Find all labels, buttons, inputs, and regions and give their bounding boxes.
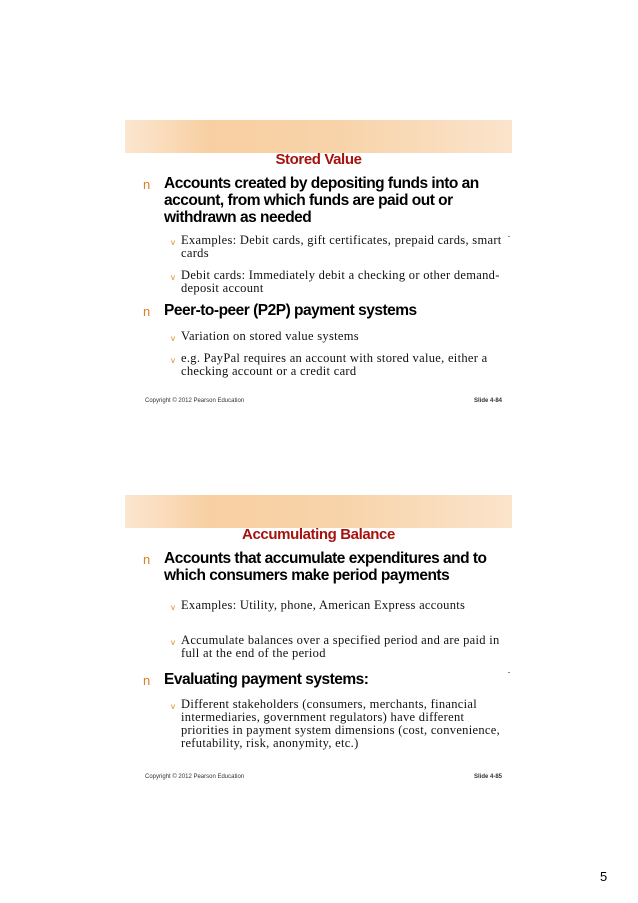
sub-bullet-marker-icon: v bbox=[171, 603, 176, 612]
bullet-text: Accounts that accumulate expenditures and to which consumers make period payments bbox=[164, 550, 487, 584]
sub-bullet-item bbox=[171, 634, 502, 660]
copyright-footer: Copyright © 2012 Pearson Education bbox=[145, 398, 245, 404]
sub-bullet-marker-icon: v bbox=[171, 334, 176, 343]
slide-title: Stored Value bbox=[275, 151, 362, 168]
page-number: 5 bbox=[600, 869, 608, 884]
sub-bullet-marker-icon: v bbox=[171, 273, 176, 282]
bullet-item bbox=[143, 671, 504, 688]
bullet-marker-icon: n bbox=[143, 177, 151, 192]
bullet-text: Evaluating payment systems: bbox=[164, 671, 369, 688]
slide-number: Slide 4-84 bbox=[473, 398, 502, 404]
sub-bullet-marker-icon: v bbox=[171, 638, 176, 647]
sub-bullet-marker-icon: v bbox=[171, 702, 176, 711]
slide-title: Accumulating Balance bbox=[242, 526, 395, 543]
sub-bullet-marker-icon: v bbox=[171, 238, 176, 247]
bullet-item bbox=[143, 302, 504, 319]
edge-tick bbox=[508, 672, 510, 673]
sub-bullet-text: Accumulate balances over a specified period and are paid in full at the end of the period bbox=[181, 633, 500, 660]
bullet-marker-icon: n bbox=[143, 552, 151, 567]
sub-bullet-item bbox=[171, 599, 502, 612]
copyright-footer: Copyright © 2012 Pearson Education bbox=[145, 774, 245, 780]
sub-bullet-item bbox=[171, 234, 502, 260]
sub-bullet-item bbox=[171, 352, 502, 378]
edge-tick bbox=[508, 236, 510, 237]
bullet-item bbox=[143, 175, 504, 226]
sub-bullet-text: Examples: Debit cards, gift certificates, prepaid cards, smart cards bbox=[181, 233, 502, 260]
slide-accumulating-balance bbox=[125, 495, 512, 789]
sub-bullet-text: Examples: Utility, phone, American Express accounts bbox=[181, 598, 466, 612]
sub-bullet-text: e.g. PayPal requires an account with stored value, either a checking account or a credit card bbox=[181, 351, 488, 378]
sub-bullet-marker-icon: v bbox=[171, 356, 176, 365]
bullet-text: Peer-to-peer (P2P) payment systems bbox=[164, 302, 417, 319]
bullet-marker-icon: n bbox=[143, 304, 151, 319]
bullet-item bbox=[143, 550, 504, 584]
bullet-marker-icon: n bbox=[143, 673, 151, 688]
bullet-text: Accounts created by depositing funds into an account, from which funds are paid out or withdrawn as needed bbox=[164, 175, 479, 226]
slide-header-band bbox=[125, 120, 512, 153]
sub-bullet-item bbox=[171, 330, 502, 343]
sub-bullet-item bbox=[171, 698, 502, 750]
slide-number: Slide 4-85 bbox=[473, 774, 502, 780]
sub-bullet-item bbox=[171, 269, 502, 295]
slide-header-band bbox=[125, 495, 512, 528]
sub-bullet-text: Variation on stored value systems bbox=[181, 329, 359, 343]
sub-bullet-text: Debit cards: Immediately debit a checking or other demand-deposit account bbox=[181, 268, 500, 295]
sub-bullet-text: Different stakeholders (consumers, merchants, financial intermediaries, government regulators) have different priorities in payment system dimensions (cost, convenience, refutability, risk, anonymity, etc.) bbox=[181, 697, 501, 750]
slide-stored-value bbox=[125, 120, 512, 414]
